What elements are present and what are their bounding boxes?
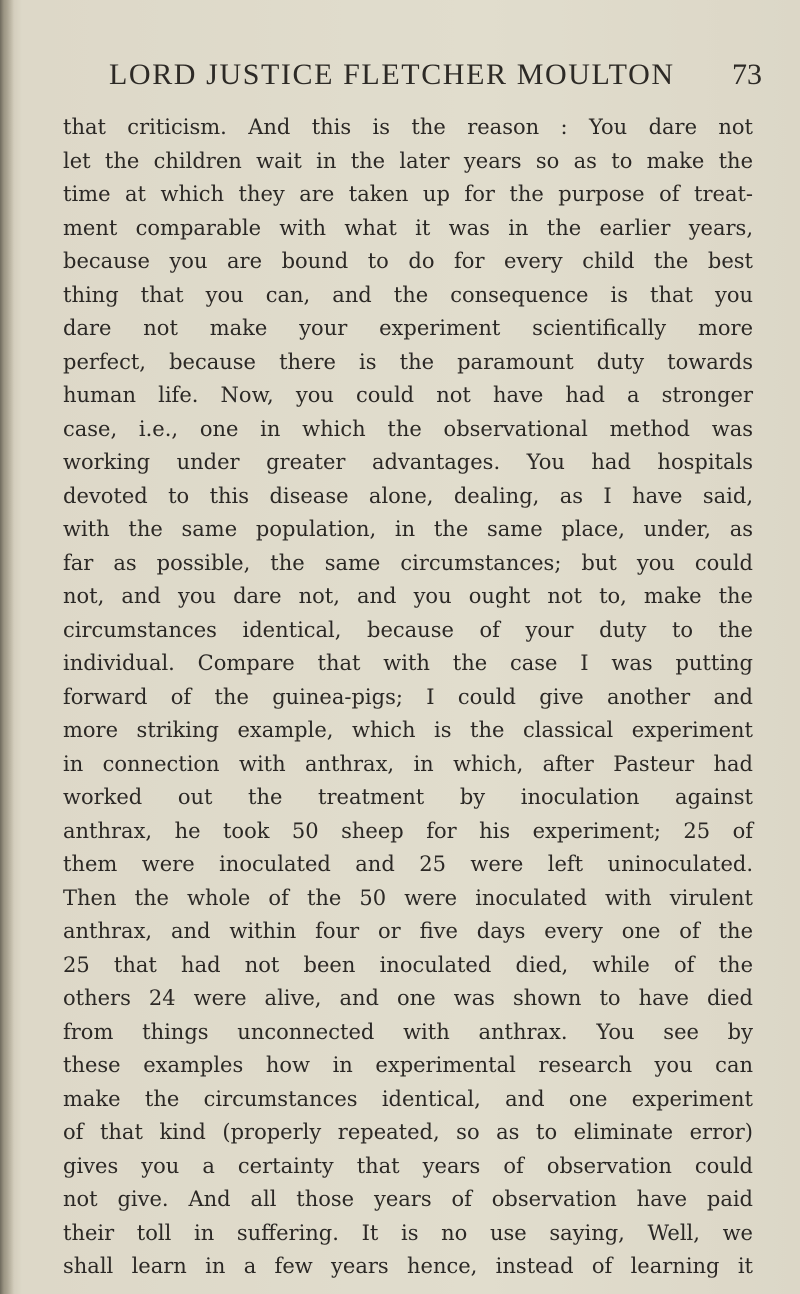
text-line: time at which they are taken up for the purpose of treat- — [63, 182, 753, 206]
text-line: let the children wait in the later years so as to make the — [63, 148, 753, 173]
text-line: individual. Compare that with the case I was putting — [63, 651, 753, 675]
page-number: 73 — [732, 58, 762, 91]
text-line: in connection with anthrax, in which, after Pasteur had — [63, 751, 753, 776]
text-line: from things unconnected with anthrax. You see by — [63, 1019, 753, 1044]
body-text — [63, 111, 753, 1284]
binding-gutter-shadow — [0, 0, 14, 1294]
text-line: anthrax, and within four or five days every one of the — [63, 919, 753, 943]
page-header — [0, 58, 800, 98]
text-line: because you are bound to do for every child the best — [63, 249, 753, 273]
text-line: their toll in suffering. It is no use saying, Well, we — [63, 1220, 753, 1245]
text-line: anthrax, he took 50 sheep for his experiment; 25 of — [63, 818, 753, 843]
running-head: LORD JUSTICE FLETCHER MOULTON — [109, 58, 675, 91]
text-line: human life. Now, you could not have had a stronger — [63, 383, 753, 407]
text-line: circumstances identical, because of your duty to the — [63, 617, 753, 642]
text-line: 25 that had not been inoculated died, while of the — [63, 952, 753, 977]
text-line: gives you a certainty that years of observation could — [63, 1153, 753, 1178]
text-line: dare not make your experiment scientifically more — [63, 316, 753, 340]
text-line: Then the whole of the 50 were inoculated with virulent — [63, 885, 753, 910]
text-line: these examples how in experimental research you can — [63, 1053, 753, 1077]
text-line: ment comparable with what it was in the earlier years, — [63, 215, 753, 240]
text-line: with the same population, in the same place, under, as — [63, 517, 753, 541]
text-line: make the circumstances identical, and one experiment — [63, 1086, 753, 1111]
text-line: others 24 were alive, and one was shown to have died — [63, 986, 753, 1010]
text-line: case, i.e., one in which the observational method was — [63, 416, 753, 441]
text-line: devoted to this disease alone, dealing, as I have said, — [63, 483, 753, 508]
text-line: perfect, because there is the paramount duty towards — [63, 349, 753, 374]
text-line: them were inoculated and 25 were left uninoculated. — [63, 852, 753, 876]
text-line: not, and you dare not, and you ought not to, make the — [63, 584, 753, 608]
text-line: more striking example, which is the classical experiment — [63, 718, 753, 742]
text-line: worked out the treatment by inoculation against — [63, 785, 753, 809]
text-line: working under greater advantages. You had hospitals — [63, 450, 753, 474]
text-line: that criticism. And this is the reason : You dare not — [63, 115, 753, 139]
text-line: shall learn in a few years hence, instead of learning it — [63, 1254, 753, 1278]
text-line: of that kind (properly repeated, so as to eliminate error) — [63, 1120, 753, 1144]
text-line: not give. And all those years of observation have paid — [63, 1187, 753, 1211]
text-line: thing that you can, and the consequence is that you — [63, 282, 753, 307]
text-line: far as possible, the same circumstances; but you could — [63, 550, 753, 575]
text-line: forward of the guinea-pigs; I could give another and — [63, 684, 753, 709]
